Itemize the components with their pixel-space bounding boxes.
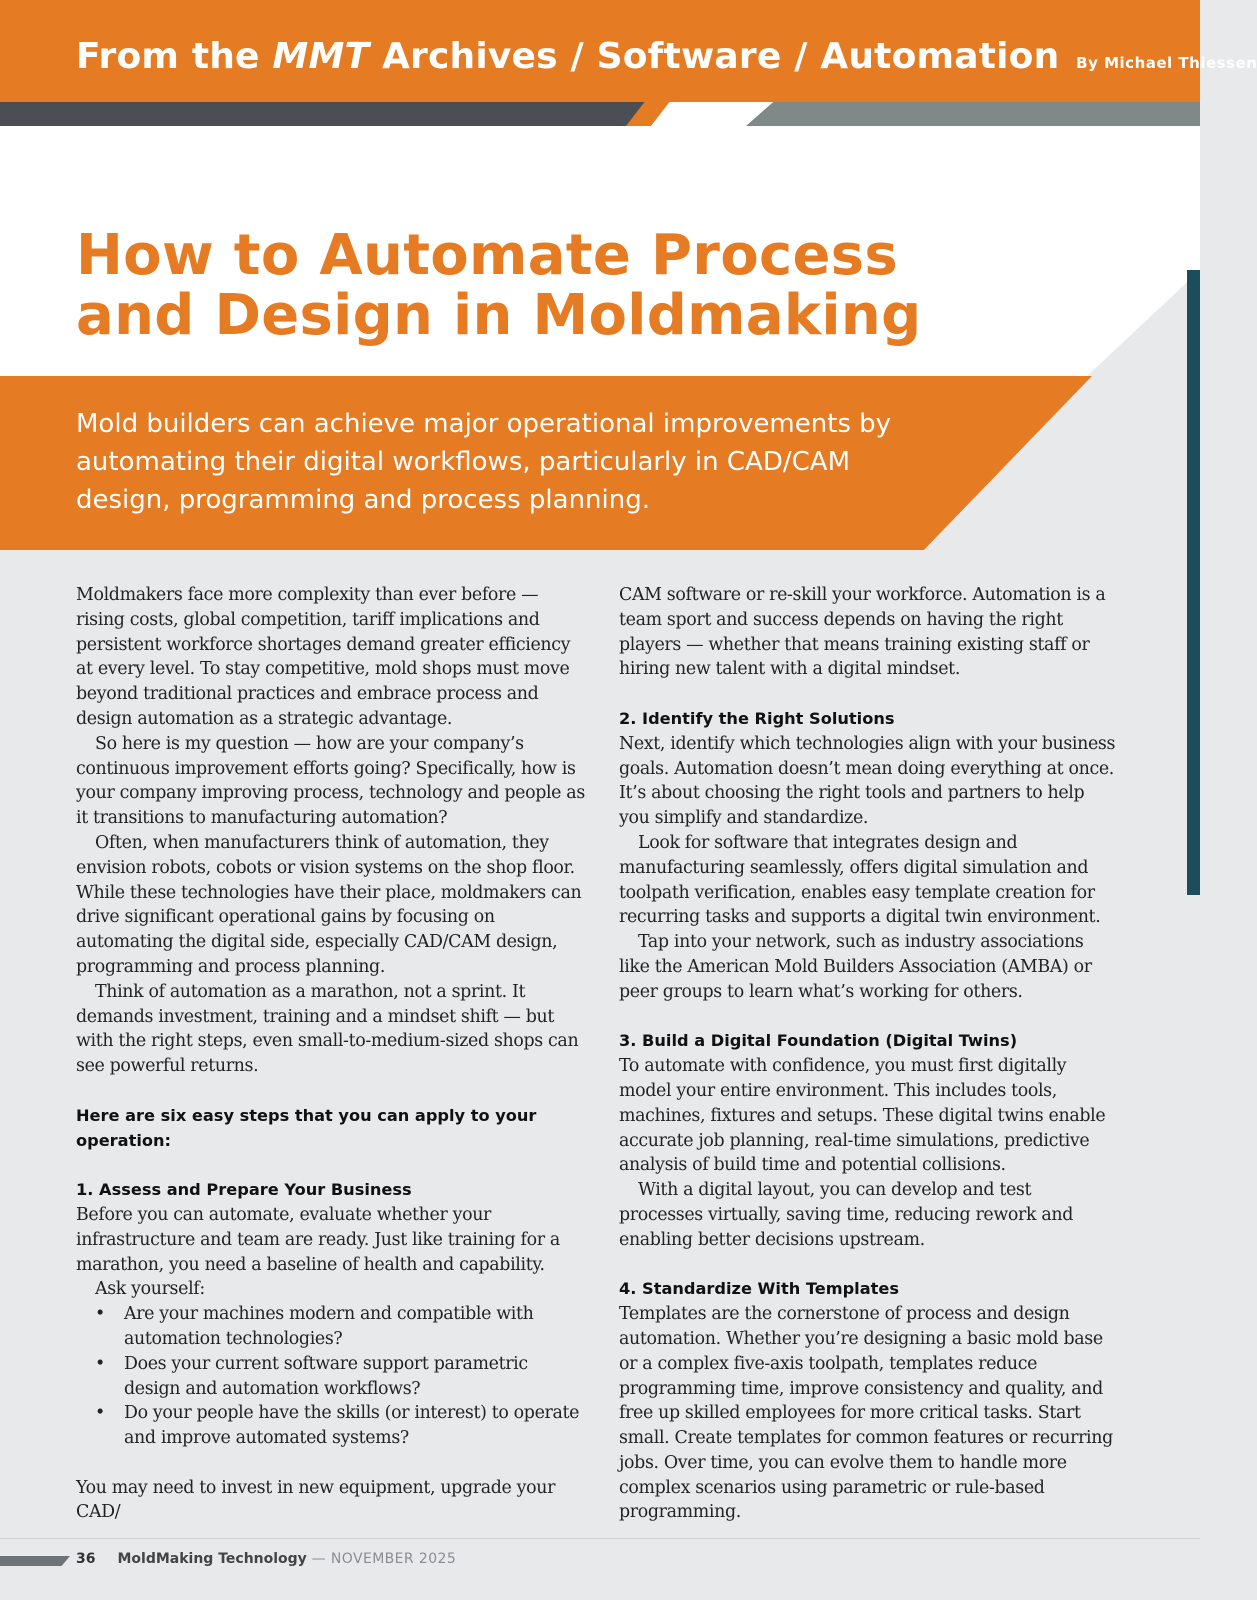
paragraph: Moldmakers face more complexity than ever before — rising costs, global competition, tariff implications and persistent workforce shortages demand greater efficiency at every level. To stay competitive, mold shops must move beyond traditional practices and embrace process and design automation as a strategic advantage. xyxy=(76,585,571,729)
issue-date: NOVEMBER 2025 xyxy=(330,1551,457,1567)
step-heading: 4. Standardize With Templates xyxy=(619,1279,900,1299)
paragraph: You may need to invest in new equipment, upgrade your CAD/ xyxy=(76,1477,556,1523)
list-item-text: Do your people have the skills (or interest) to operate and improve automated systems? xyxy=(124,1403,580,1449)
paragraph: Look for software that integrates design and manufacturing seamlessly, offers digital simulation and toolpath verification, enables easy template creation for recurring tasks and supports a digital twin environment. xyxy=(619,832,1101,928)
list-item-text: Are your machines modern and compatible with automation technologies? xyxy=(124,1304,534,1349)
bullet-icon: • xyxy=(95,1403,105,1424)
byline: By Michael Thiessen xyxy=(1076,54,1257,72)
step-heading: 1. Assess and Prepare Your Business xyxy=(76,1180,412,1200)
spacer xyxy=(76,1079,586,1104)
spacer xyxy=(619,682,1119,707)
paragraph: Templates are the cornerstone of process and design automation. Whether you’re designing a basic mold base or a complex five-axis toolpath, templates reduce programming time, improve consistency and quality, and free up skilled employees for more critical tasks. Start small. Create templates for common features or recurring jobs. Over time, you can evolve them to handle more complex scenarios using parametric or rule-based programming. xyxy=(619,1304,1113,1523)
spacer xyxy=(619,1253,1119,1278)
checklist xyxy=(95,1302,586,1451)
paragraph: CAM software or re-skill your workforce. Automation is a team sport and success depends on having the right players — whether that means training existing staff or hiring new talent with a digital mindset. xyxy=(619,585,1106,680)
ask-yourself: Ask yourself: xyxy=(95,1279,205,1300)
list-item-text: Does your current software support parametric design and automation workflows? xyxy=(124,1353,528,1399)
section-prefix: From the xyxy=(76,36,273,77)
bullet-icon: • xyxy=(95,1304,105,1325)
paragraph: So here is my question — how are your company’s continuous improvement efforts going? Specifically, how is your company improving process, technology and people as it transitions to manufacturing automation? xyxy=(76,733,585,829)
paragraph: To automate with confidence, you must first digitally model your entire environment. This includes tools, machines, fixtures and setups. These digital twins enable accurate job planning, real-time simulations, predictive analysis of build time and potential collisions. xyxy=(619,1056,1106,1176)
list-item xyxy=(95,1352,586,1402)
paragraph: Often, when manufacturers think of automation, they envision robots, cobots or vision systems on the shop floor. While these technologies have their place, moldmakers can drive significant operational gains by focusing on automating the digital side, especially CAD/CAM design, programming and process planning. xyxy=(76,832,582,977)
list-item xyxy=(95,1302,586,1352)
article-headline: How to Automate Process and Design in Moldmaking xyxy=(76,223,922,348)
section-header xyxy=(76,36,1257,77)
paragraph: Before you can automate, evaluate whether your infrastructure and team are ready. Just like training for a marathon, you need a baseline of health and capability. xyxy=(76,1204,560,1275)
paragraph: Tap into your network, such as industry associations like the American Mold Builders Association (AMBA) or peer groups to learn what’s working for others. xyxy=(619,932,1092,1002)
footer-separator: — xyxy=(306,1551,331,1567)
step-heading: 2. Identify the Right Solutions xyxy=(619,708,895,728)
magazine-name: MoldMaking Technology xyxy=(117,1551,307,1567)
left-column xyxy=(76,583,586,1525)
spacer xyxy=(619,1005,1119,1030)
section-path: Archives / Software / Automation xyxy=(369,36,1060,77)
step-heading: 3. Build a Digital Foundation (Digital Twins) xyxy=(619,1031,1018,1051)
page-number: 36 xyxy=(76,1551,96,1567)
publication-name: MMT xyxy=(272,36,370,77)
footer-bar xyxy=(0,1556,70,1566)
spacer xyxy=(76,1153,586,1178)
paragraph: Next, identify which technologies align with your business goals. Automation doesn’t mean doing everything at once. It’s about choosing the right tools and partners to help you simplify and standardize. xyxy=(619,733,1116,829)
spacer xyxy=(76,1451,586,1476)
side-tab xyxy=(1187,270,1200,895)
bullet-icon: • xyxy=(95,1353,105,1374)
right-column xyxy=(619,583,1119,1525)
gray-stripe xyxy=(746,102,1200,126)
paragraph: Think of automation as a marathon, not a sprint. It demands investment, training and a mindset shift — but with the right steps, even small-to-medium-sized shops can see powerful returns. xyxy=(76,981,579,1077)
article-deck: Mold builders can achieve major operational improvements by automating their digital workflows, particularly in CAD/CAM design, programming and process planning. xyxy=(76,409,892,515)
paragraph: With a digital layout, you can develop and test processes virtually, saving time, reducing rework and enabling better decisions upstream. xyxy=(619,1180,1074,1250)
page-footer xyxy=(76,1551,456,1567)
steps-intro: Here are six easy steps that you can apply to your operation: xyxy=(76,1105,537,1150)
footer-rule xyxy=(0,1538,1200,1539)
list-item xyxy=(95,1401,586,1451)
dark-stripe xyxy=(0,102,650,126)
